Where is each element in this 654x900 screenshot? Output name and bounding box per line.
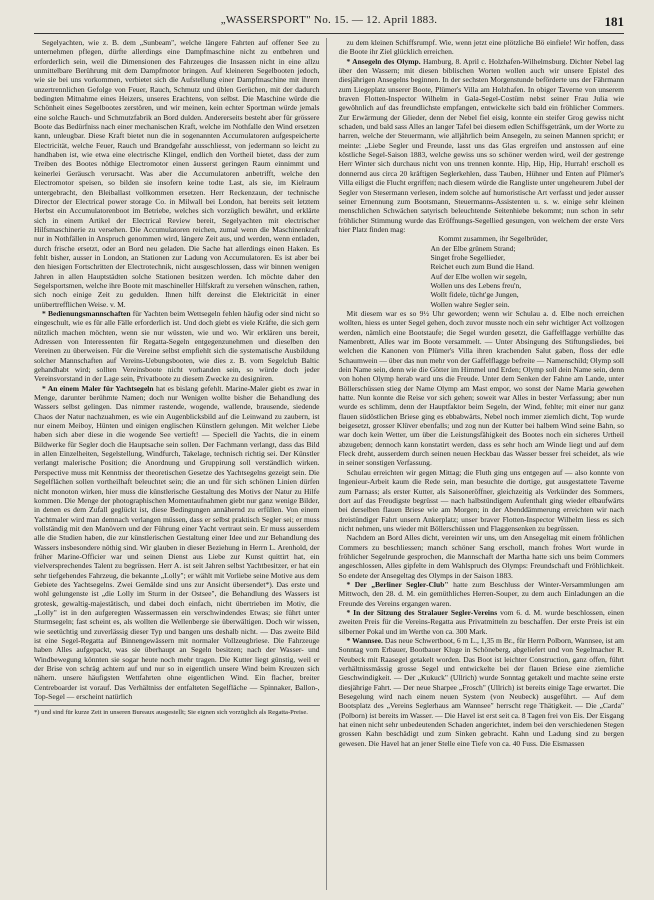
article-olymp-schulau: Schulau erreichten wir gegen Mittag; die Fluth ging uns entgegen auf — also konnte von Ingenieur-Arbeit kaum die Rede sein, man besuchte die dortige, gut ausgestattete Taverne zum Parnass; als erster Kutter, als Saisoneröffner, gleichzeitig als Verkünder des Sommers, dort auf das Freudigste begrüsst — nach halbstündigem Aufenthalt ging wieder elbaufwärts bei derselben flauen Briese wie am Morgen; in der Abenddämmerung erreichten wir nach dreistündiger Fahrt unsern Ankerplatz; unser braver Flotten-Inspector Wilhelm liess es sich nicht nehmen, uns wieder mit Böllerschüssen und Flaggensenken zu begrüssen. (338, 467, 624, 533)
article-olymp (339, 57, 625, 235)
footnote: *) und sind für kurze Zeit in unseren Bureaux ausgestellt; Sie eignen sich vorzüglich als Regatta-Preise. (34, 705, 320, 717)
heading-wannsee: * Wannsee. (346, 636, 383, 645)
article-wannsee (339, 636, 625, 748)
heading-stralau: * In der Sitzung des Stralauer Segler-Vereins (346, 607, 498, 617)
page-number: 181 (604, 14, 624, 29)
article-stralau (339, 608, 625, 636)
text-columns (34, 38, 624, 890)
article-continuation: zu dem kleinen Schiffsrumpf. Wie, wenn jetzt eine plötzliche Bö einfiele! Wir hoffen, dass die Boote ihr Ziel glücklich erreichen. (338, 38, 624, 57)
article-olymp-cont: Mit diesem war es so 9½ Uhr geworden; wenn wir Schulau a. d. Elbe noch erreichen wollten, hiess es unter Segel gehen, doch zuvor musste noch ein sehr wichtiger Act vollzogen werden, nämlich eine Bootstaufe; die Segel wurden gesetzt, die Gaffelflagge verhüllte das Namenbrett, Alles war im Boote versammelt. — Unter Absingung des Stiftungsliedes, bei welchen die Kanonen von Plümer's Villa ihren krachenden Salut gaben, floss der edle Schaumwein — über das nun mehr von der Gaffelflagge befreite — Namenschild; Olymp soll dein Name sein, denn wie die Götter im Himmel und Erden; Olymp soll dein Name sein, denn von hohen Olymp herab ward uns die Freude. Unter dem Senken der Fahne am Lande, unter Böllerschüssen stieg der Name Olymp am Mast empor, wo sonst der Name Maria gewehen hatte. Nun konnte die Reise vor sich gehen; soweit war Alles in bester Verfassung; aber nun wurde es schlimm, denn der Hauptfaktor beim Segeln, der Wind, fehlte; mit einer nur ganz flauen südöstlichen Briese ging es ebbabwärts, Nebel noch immer ziemlich dicht, Top wurde beigesetzt, grosser Klüver ebenfalls; und zog nun der Kutter bei halbem Wind seine Bahn, so war doch kein Wetter, um über die Leistungsfähigkeit des Bootes noch ein sicheres Urtheil abzugeben; dennoch kann konstatirt werden, dass es sehr hoch am Winde liegt und auf dem Fleck dreht, ausserdem durch seinen neuen Heckbau das Wasser besser frei scheidet, als wie in seiner sonstigen Verfassung. (338, 308, 624, 468)
header-rule (34, 33, 624, 34)
article-berliner (339, 580, 625, 608)
article-painter-body: hat es bislang gefehlt. Marine-Maler giebt es zwar in Menge, darunter berühmte Namen; doch nur Wenigen wollte bisher die Behandlung des Wassers selbst gelingen. Das nimmer rastende, wogende, wallende, brausende, siedende Chaos der Natur nachzuahmen, es wie ein Augenblicksbild auf die Leinwand zu zaubern, ist nur einem Meiboy, Hünten und einigen englischen Künstlern gelungen. Mit welcher Liebe haben sich aber diese in die wogende See vertieft! — Speciell die Yachts, die in einem Bildwerke für Segler doch die Hauptsache sein sollen. Der Fachmann verlangt, dass das Bild in allen Einzelheiten, Segelstellung, Windfurch, Takelage, technisch richtig sei. Der Künstler verlangt malerische Position; die Anordnung und Gruppirung soll verständlich wirken. Perspective muss mit Kenntniss der theoretischen Gesetze des Yachtsegelns gezeigt sein. Die Segelflächen sollen vortheilhaft beleuchtet sein; die an und für sich schönen Linien dürfen nicht monoton wirken, hier muss die künstlerische Gestaltung des Motivs der Natur zu Hilfe kommen. Die Menge der photographischen Momentaufnahmen giebt nur ganz wenige Bilder, in denen es dem Zufall geglückt ist, diese Bedingungen annähernd zu erfüllen. Von einem Yachtmaler wird man demnach verlangen müssen, dass er selbst praktisch Segler sei; er muss vollständig mit den Manövern und der Führung einer Yacht vertraut sein. Er muss ausserdem alle die Studien haben, die zur künstlerischen Gestaltung einer Idee und zur Behandlung des Wassers insbesondere nöthig sind. Wir glauben in dieser Beziehung in Herrn L. Arenhold, der früher Marine-Officier war und seinen Dienst aus Liebe zur Kunst quittirt hat, ein vielversprechendes Talent zu begrüssen. Herr A. ist seit Jahren selbst Yachtbesitzer, er hat ein sehr tiefgehendes Fahrzeug, die bekannte „Lolly"; er wählt mit Vorliebe seine Motive aus dem Gebiete des Yachtsegelns. Zwei Gemälde sind uns zur Ansicht übersendet*). Das erste und wohl gelungenste ist „die Lolly im Sturm in der Ostsee", die Behandlung des Wassers ist grotesk, gewaltig-majestätisch, und dabei doch einfach, nicht übertrieben im Motiv, die „Lolly" ist in den aufgeregten Wassermassen ein verschwindendes Etwas; sie führt unter Sturmsegeln; fast scheint es, als wollten die Wellenberge sie überwältigen. Doch wir wissen, wie seetüchtig und zuverlässig dieser Typ und bangen uns deshalb nicht. — Das zweite Bild ist eine Segel-Regatta auf Binnengewässern mit normaler Vollzeugbriese. Die Fahrzeuge haben Alles aufgepackt, was sie überhaupt an Segeln besitzen; nach der Wasser- und Windbewegung könnten sie sogar heute noch mehr tragen. Die Kutter liegt günstig, weil er der Brise von schräg achtern auf und nur so in eigentlich unsere Wind beim Kreuzen sich nähern. unsere häufigsten Wettfahrten ohne eigentlichen Wind. Ein flacher, breiter Centreboarder ist vorauf. Das Verhältniss der entfalteten Segelfläche — Spinnaker, Ballon-, Top-Segel — erscheint natürlich (34, 383, 320, 702)
article-crews-body: für Yachten beim Wettsegeln fehlen häufig oder sind nicht so eingeschult, wie es für alle Fälle erforderlich ist. Und doch giebt es viele Kräfte, die sich gern nützlich machen möchten, wenn sie nur wüssten, wie und wo. Wir erklären uns bereit, Adressen von Interessenten für Regatta-Segeln entgegenzunehmen und dieselben den Vereinen zu überweisen. Für die Vereine selbst empfiehlt sich die systematische Ausbildung solcher Mannschaften auf Vereins-Uebungsbooten, wie dies z. B. vom Segelclub Baltic gehandhabt wird; sollten Vereinsboote nicht vorhanden sein, so würde doch jeder Vereinsvorstand in der Lage sein, Privatboote zu diesem Zwecke zu designiren. (34, 308, 320, 384)
heading-olymp: * Ansegeln des Olymp. (346, 56, 421, 66)
article-crews (34, 309, 320, 384)
masthead-title: „WASSERSPORT" No. 15. — 12. April 1883. (220, 14, 438, 26)
page-header (34, 14, 624, 34)
right-column (339, 38, 625, 890)
heading-berliner: * Der „Berliner Segler-Club" (346, 579, 449, 589)
article-stralau-body: vom 6. d. M. wurde beschlossen, einen zweiten Preis für die Vereins-Regatta aus Privatmitteln zu beschaffen. Der erste Preis ist ein silberner Pokal und im Werthe von ca. 300 Mark. (338, 607, 624, 636)
article-electric-boats: Segelyachten, wie z. B. dem „Sunbeam", welche längere Fahrten auf offener See zu unternehmen pflegen, dürfte allerdings eine Dampfmaschine nicht zu entbehren und erforderlich sein, weil die Dimensionen des Fahrzeuges die Insassen nicht in eine allzu unmittelbare Berührung mit dem Dampfmotor bringen. Auf kleineren Segelbooten jedoch, wie sie bei uns vorkommen, verbietet sich die Aufstellung einer Dampfmaschine mit ihrem unzertrennlichen Gefolge von Feuer, Rauch, Schmutz und üblen Gerüchen, mit der dadurch bedingten Mitnahme eines Heizers, unseres Erachtens, von selbst. Die Maschine würde die Schönheit eines Segelbootes zerstören, und wir meinen, kein echter Sportman würde jemals eine solche Rauch- und Schmutzfabrik an Bord dulden. Andererseits besteht aber für grössere Boote das Bedürfniss nach einer mechanischen Kraft, welche im Nothfalle den Wind ersetzen kann, unleugbar. Diese Kraft bietet nun die in sogenannten Accumulatoren aufgespeicherte Electricität, welche Feuer, Rauch und Brandgefahr ausschliesst, von jedermann so leicht zu handhaben ist, wie etwa eine electrische Klingel, endlich den Vortheil bietet, dass der zum Treiben des Bootes nöthige Electromotor einen äusserst geringen Raum einnimmt und keinerlei Geräusch verursacht. Was aber die Accumulatoren anbetrifft, welche den Electromotor speisen, so bilden sie insofern keine todte Last, als sie, im Kielraum untergebracht, den Bleiballast vollkommen ersetzen. Herr Reckenzaun, der technische Director der Electrical power storage Co. in Milwall bei London, hat bereits seit letztem Herbst ein Accumulatorenboot im Betriebe, welches sich vorzüglich bewährt, und erklärte sich in einem Artikel der Electrical Review bereit, Segelyachten mit electrischer Hilfsmaschinerie zu versehen. Die Accumulatoren reichen, zumal wenn die Maschinenkraft nur in Nothfällen in Anspruch genommen wird, längere Zeit aus, und werden, wenn entladen, durch frische ersetzt, oder an Bord neu geladen. Die Sache hat allerdings einen Haken. Es fehlt bisher, ausser in London, an Stationen zur Ladung von Accumulatoren. Es ist aber bei den hiesigen Fortschritten der Electrotechnik, nicht ausgeschlossen, dass wir binnen wenigen Jahren in allen Hauptstädten solche Stationen besitzen werden. Ich möchte daher den Segelsportsmen, welche ihre Boote mit maschineller Hilfskraft zu versehen wünschen, rathen, sich noch einige Zeit zu gedulden. Ihnen hilft dereinst die Elektricität in einer unübertrefflichen Weise. v. M. (34, 38, 320, 309)
article-painter (34, 384, 320, 702)
left-column (34, 38, 327, 890)
article-olymp-body: Hamburg, 8. April c. Holzhafen-Wilhelmsburg. Dichter Nebel lag über den Wassern; mit diesen biblischen Worten wollen auch wir unsere Epistel des diesjährigen Ansegelns beginnen. In der sechsten Morgenstunde beförderte uns der Fährmann zum Liegeplatz unserer Boote, Plümer's Villa am Holzhafen. In obiger Taverne von unserem braven Flotten-Inspector Wilhelm in Gala-Segel-Costüm nebst seiner Frau Julia wie gewöhnlich auf das freundlichste empfangen, entwickelte sich bald ein fröhlicher Commers. Zur Erwärmung der Glieder, denn der Nebel fiel eisig, konnte ein steifer Grog gewiss nicht schaden, und bald sass Alles an langer Tafel bei diesem edlen Schiffsgetränk, um der Worte zu harren, welche der Steuermann, wie alljährlich beim Ansegeln, zu seinen Mannen spricht; er meinte: „Liebe Segler und Freunde, lasst uns das Glas ergreifen und anstossen auf eine köstliche Segel-Saison 1883, welche gewiss uns so schöner werden wird, weil der gestrenge Herr Winter sich durchaus nicht von uns trennen konnte. Hip, Hip, Hip, Hurrah! erscholl es donnernd aus circa 20 kräftigen Seglerkehlen, dass Tauben, Hühner und Enten auf Plümer's Villa eiligst die Flucht ergriffen; nach diesem würde die Rangliste unter ungeheurem Jubel der Segler von Stesermann verlesen, indem solche auf humoristische Art verfasst und jeder ausser seiner Ernennung zum Bootsmann, Steuermanns-Assistenten u. s. w. einige sehr kleinen menschlichen Schwächen satyrisch beleuchtende Seitenhiebe bekommt; nun schon in sehr fröhlicher Stimmung wurde das Eröffnungs-Segellied gesungen, von welchem der erste Vers hier Platz finden mag: (338, 56, 624, 234)
heading-painter: * An einem Maler für Yachtsegeln (42, 383, 154, 393)
heading-crews: * Bedienungsmannschaften (42, 308, 131, 318)
article-berliner-body: hatte zum Beschluss der Winter-Versammlungen am Mittwoch, den 28. d. M. ein gemüthliches Herren-Souper, zu dem auch Einladungen an die Freunde des Vereins ergangen waren. (338, 579, 624, 608)
article-olymp-end: Nachdem an Bord Alles dicht, vereinten wir uns, um den Ansegeltag mit einem fröhlichen Commers zu beschliessen; manch schöner Sang erscholl, manch frohes Wort wurde in fröhlicher Segelrunde gesprochen, die Mannschaft der Martha hatte sich uns beim Commers angeschlossen, Alles gipfelte in dem Wahlspruch des Olymps: Freundschaft und Fröhlichkeit. So endete der Ansegeltag des Olymps in der Saison 1883. (338, 533, 624, 580)
article-wannsee-body: Das neue Schwertboot, 6 m L., 1,35 m Br., für Herrn Polborn, Wannsee, ist am Sonntag vom Erbauer, Bootbauer Kluge in Schöneberg, abgeliefert und von Segelmacher R. Neubeck mit Raasegel getakelt worden. Das Boot ist leichter Construction, ganz offen, führt verhältnissmässig grosse Segel und entwickelte bei der flauen Briese eine ziemliche Geschwindigkeit. — Der „Kukuck" (Ullrich) wurde Sonntag getakelt und machte seine erste diesjährige Fahrt. — Der neue Sharpee „Frosch" (Ullrich) ist bereits einige Tage erwartet. Die Besegelung wird nach einem neuen System (von Neubeck) ausgeführt. — Auf dem Bootsplatz des „Vereins Seglerhaus am Wannsee" herrscht rege Thätigkeit. — Die „Carda" (Polborn) ist bereits im Wasser. — Die Havel ist erst seit ca. 8 Tagen frei von Eis. Der Eisgang hat einen nicht sehr unbedeutenden Schaden angerichtet, indem bei den verschiedenen Stegen grossen Kahn beschädigt und zum Sinken gebracht. Kahn und Ladung sind zu bergen gewesen. Die Havel hat an jener Stelle eine Tiefe von ca. 40 Fuss. Die Eismassen (338, 636, 624, 748)
song-verse: Kommt zusammen, ihr Segelbrüder, An der Elbe grünem Strand; Singet frohe Segellieder, Reichet euch zum Bund die Hand. Auf der Elbe wollen wir segeln, Wollen uns des Lebens freu'n, Wollt fidele, tücht'ge Jungen, Wollen wahre Segler sein. (430, 234, 548, 309)
